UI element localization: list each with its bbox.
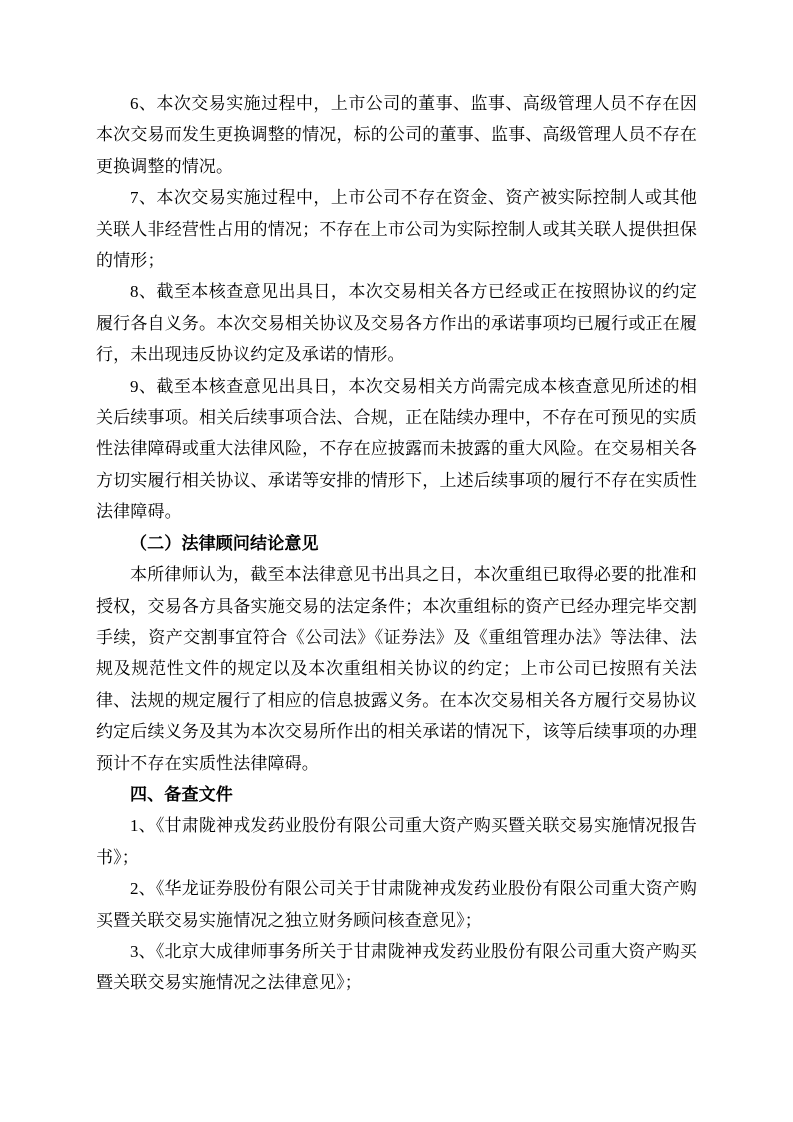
clause-8-obligations-performed: 8、截至本核查意见出具日，本次交易相关各方已经或正在按照协议的约定履行各自义务。本次交易相关协议及交易各方作出的承诺事项均已履行或正在履行，未出现违反协议约定及承诺的情形。 [96, 282, 697, 365]
clause-6-directors-no-change: 6、本次交易实施过程中，上市公司的董事、监事、高级管理人员不存在因本次交易而发生更换调整的情况，标的公司的董事、监事、高级管理人员不存在更换调整的情况。 [96, 94, 697, 176]
clause-9-followup-matters: 9、截至本核查意见出具日，本次交易相关方尚需完成本核查意见所述的相关后续事项。相关后续事项合法、合规，正在陆续办理中，不存在可预见的实质性法律障碍或重大法律风险，不存在应披露而未披露的重大风险。在交易相关各方切实履行相关协议、承诺等安排的情形下，上述后续事项的履行不存在实质性法律障碍。 [96, 376, 697, 522]
reference-document-item-2: 2、《华龙证券股份有限公司关于甘肃陇神戎发药业股份有限公司重大资产购买暨关联交易实施情况之独立财务顾问核查意见》； [96, 879, 697, 930]
paragraph-lawyer-conclusion: 本所律师认为，截至本法律意见书出具之日，本次重组已取得必要的批准和授权，交易各方具备实施交易的法定条件；本次重组标的资产已经办理完毕交割手续，资产交割事宜符合《公司法》《证券法》及《重组管理办法》等法律、法规及规范性文件的规定以及本次重组相关协议的约定；上市公司已按照有关法律、法规的规定履行了相应的信息披露义务。在本次交易相关各方履行交易协议约定后续义务及其为本次交易所作出的相关承诺的情况下，该等后续事项的办理预计不存在实质性法律障碍。 [96, 565, 697, 773]
document-text-column [96, 88, 697, 999]
heading-legal-counsel-conclusion: （二）法律顾问结论意见 [130, 533, 319, 553]
heading-reference-documents: 四、备查文件 [130, 784, 233, 804]
reference-document-item-3: 3、《北京大成律师事务所关于甘肃陇神戎发药业股份有限公司重大资产购买暨关联交易实施情况之法律意见》； [96, 941, 697, 993]
clause-7-no-fund-occupation: 7、本次交易实施过程中，上市公司不存在资金、资产被实际控制人或其他关联人非经营性占用的情况；不存在上市公司为实际控制人或其关联人提供担保的情形； [96, 188, 697, 271]
reference-document-item-1: 1、《甘肃陇神戎发药业股份有限公司重大资产购买暨关联交易实施情况报告书》； [96, 816, 697, 867]
